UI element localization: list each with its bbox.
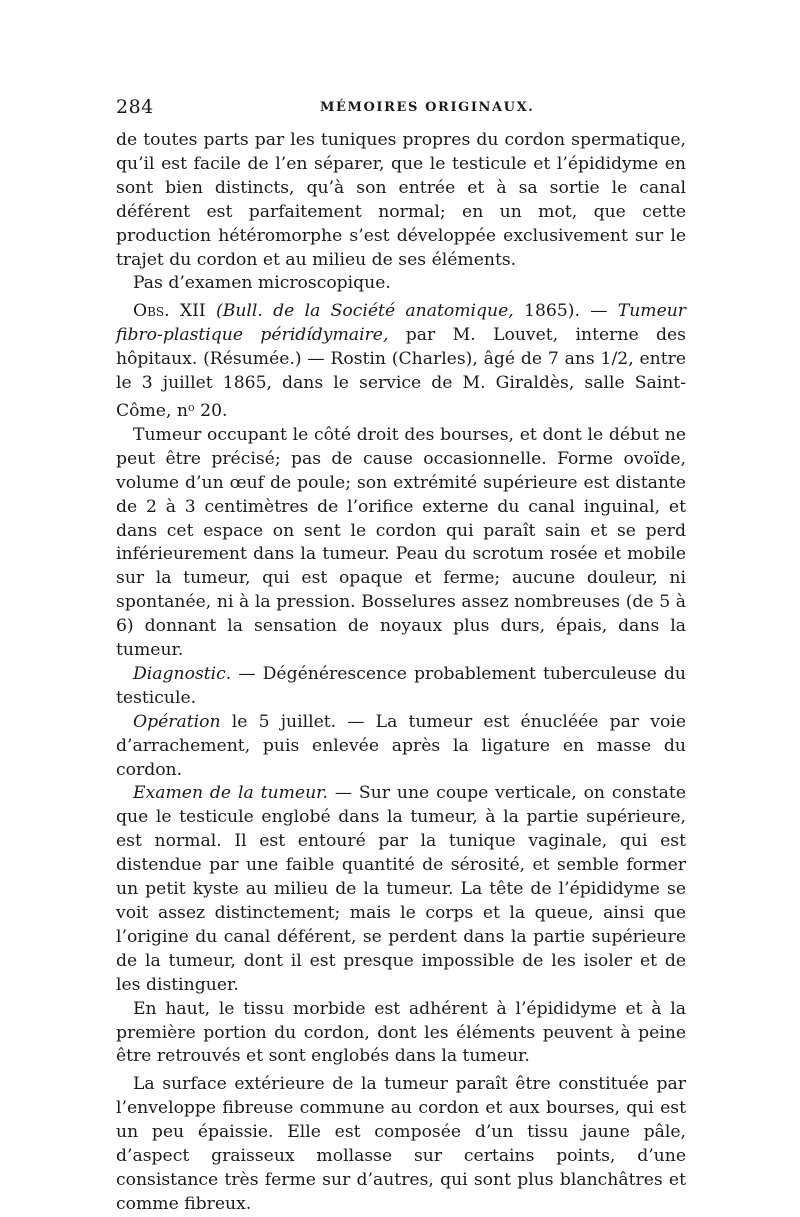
paragraph-examination (116, 782, 686, 997)
paragraph-operation (116, 711, 686, 783)
diagnostic-label: Diagnostic. (133, 663, 232, 684)
examination-text: — Sur une coupe verticale, on constate que le testicule englobé dans la tumeur, à la partie supérieure, est normal. Il est entouré par la tunique vaginale, qui est distendue par une faible quantité de sérosité, et semble former un petit kyste au milieu de la tumeur. La tête de l’épididyme se voit assez distinctement; mais le corps et la queue, ainsi que l’origine du canal déférent, se perdent dans la partie supérieure de la tumeur, dont il est presque impossible de les isoler et de les distinguer. (116, 783, 686, 995)
paragraph-tumor-description: Tumeur occupant le côté droit des bourses, et dont le début ne peut être précisé; pas de cause occasionnelle. Forme ovoïde, volume d’un œuf de poule; son extrémité supérieure est distante de 2 à 3 centimètres de l’orifice externe du canal inguinal, et dans cet espace on sent le cordon qui paraît sain et se perd inférieurement dans la tumeur. Peau du scrotum rosée et mobile sur la tumeur, qui est opaque et ferme; aucune douleur, ni spontanée, ni à la pression. Bosselures assez nombreuses (de 5 à 6) donnant la sensation de noyaux plus durs, épais, dans la tumeur. (116, 424, 686, 661)
observation-year: 1865). — (524, 301, 608, 322)
paragraph-observation-header (116, 300, 686, 424)
paragraph-diagnostic (116, 663, 686, 711)
paragraph-adhesion: En haut, le tissu morbide est adhérent à l’épididyme et à la première portion du cordon, dont les éléments peuvent à peine être retrouvés et sont englobés dans la tumeur. (116, 998, 686, 1067)
paragraph-surface: La surface extérieure de la tumeur paraît être constituée par l’enveloppe fibreuse commune au cordon et aux bourses, qui est un peu épaissie. Elle est composée d’un tissu jaune pâle, d’aspect graisseux mollasse sur certains points, d’une consistance très ferme sur d’autres, qui sont plus blanchâtres et comme fibreux. (116, 1074, 686, 1214)
observation-details: par M. Louvet, interne des hôpitaux. (Résumée.) — Rostin (Charles), âgé de 7 ans 1/2, entre le 3 juillet 1865, dans le service de M. Giraldès, salle Saint-Côme, n (116, 325, 686, 421)
running-title: MÉMOIRES ORIGINAUX. (320, 100, 535, 115)
paragraph-microscopy-note: Pas d’examen microscopique. (133, 273, 391, 294)
body-text (116, 129, 686, 1217)
examination-label: Examen de la tumeur. (133, 783, 328, 804)
observation-title: Tumeur fibro-plastique péridídymaire, (116, 301, 687, 346)
numero-superscript: o (187, 400, 195, 414)
page-number: 284 (116, 96, 154, 118)
operation-label: Opération (133, 711, 221, 732)
observation-source: (Bull. de la Société anatomique, (216, 301, 514, 322)
observation-room-number: 20. (194, 400, 228, 421)
paragraph-continuation: de toutes parts par les tuniques propres du cordon spermatique, qu’il est facile de l’en séparer, que le testicule et l’épididyme en sont bien distincts, qu’à son entrée et à sa sortie le canal déférent est parfaitement normal; en un mot, que cette production hétéromorphe s’est développée exclusivement sur le trajet du cordon et au milieu de ses éléments. (116, 130, 686, 270)
observation-label: Obs. XII (133, 301, 206, 322)
operation-text: le 5 juillet. — La tumeur est énucléée par voie d’arrachement, puis enlevée après la ligature en masse du cordon. (116, 711, 686, 780)
page-header (116, 96, 686, 124)
diagnostic-text: — Dégénérescence probablement tuberculeuse du testicule. (116, 663, 686, 708)
